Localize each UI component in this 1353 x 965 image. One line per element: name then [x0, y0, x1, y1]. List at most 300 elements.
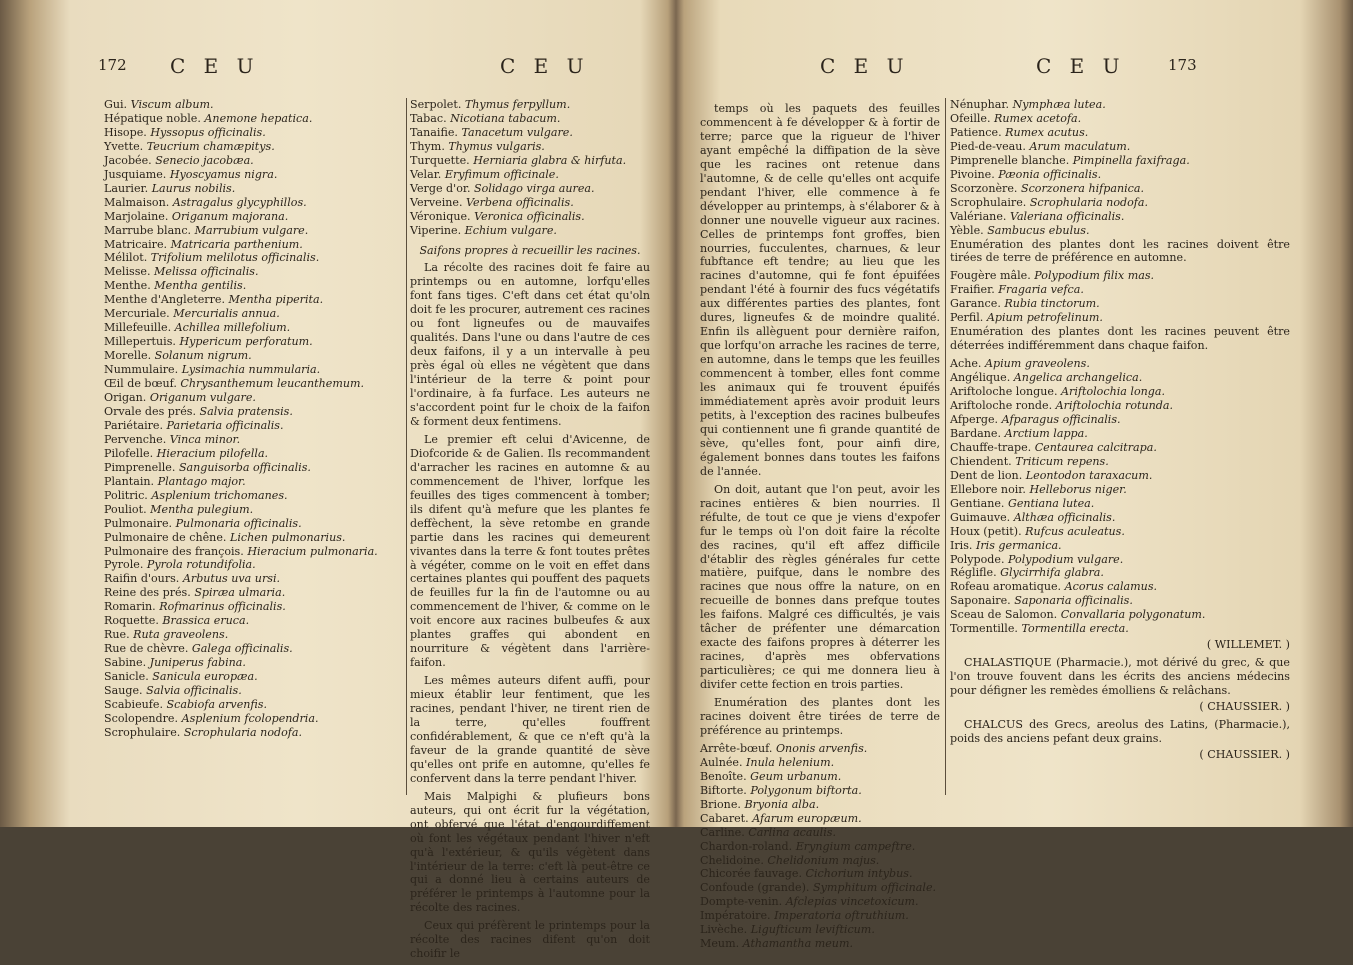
plant-french-name: Matricaire. [104, 237, 168, 251]
right-col2-heading-b: Enumération des plantes dont les racines doivent être tirées de terre de préférence en automne. [950, 237, 1290, 265]
plant-french-name: Malmaison. [104, 195, 170, 209]
plant-french-name: Bardane. [950, 426, 1002, 440]
plant-french-name: Hépatique noble. [104, 111, 201, 125]
plant-latin-name: Asplenium trichomanes. [151, 488, 288, 502]
plant-latin-name: Glycirrhifa glabra. [1000, 566, 1104, 580]
plant-latin-name: Laurus nobilis. [151, 181, 236, 195]
plant-entry [104, 503, 404, 517]
right-col2-heading-c: Enumération des plantes dont les racines peuvent être déterrées indifféremment dans chaque faifon. [950, 325, 1290, 353]
right-running-head [700, 54, 1300, 84]
plant-french-name: Impératoire. [700, 909, 771, 923]
left-running-head [90, 54, 650, 84]
entry-chalcus: CHALCUS des Grecs, areolus des Latins, (Pharmacie.), poids des anciens pefant deux grains. [950, 717, 1290, 745]
plant-entry [104, 684, 404, 698]
plant-entry [950, 441, 1290, 455]
plant-entry [104, 126, 404, 140]
plant-french-name: Valériane. [950, 209, 1007, 223]
plant-entry [104, 405, 404, 419]
plant-latin-name: Ononis arvenfis. [775, 741, 868, 755]
plant-latin-name: Symphitum officinale. [812, 881, 937, 895]
right-col1-paragraphs [700, 102, 940, 738]
plant-french-name: Origan. [104, 391, 147, 405]
plant-french-name: Réglifle. [950, 566, 997, 580]
plant-latin-name: Senecio jacobæa. [155, 153, 254, 167]
plant-entry [700, 895, 940, 909]
plant-latin-name: Asplenium fcolopendria. [181, 711, 319, 725]
plant-french-name: Garance. [950, 297, 1001, 311]
plant-latin-name: Tormentilla erecta. [1021, 622, 1129, 636]
plant-entry [104, 196, 404, 210]
plant-french-name: Dent de lion. [950, 468, 1023, 482]
plant-latin-name: Apium graveolens. [985, 357, 1090, 371]
plant-entry [104, 335, 404, 349]
plant-entry [410, 140, 650, 154]
plant-french-name: Chicorée fauvage. [700, 867, 802, 881]
plant-latin-name: Galega officinalis. [191, 642, 293, 656]
plant-french-name: Laurier. [104, 181, 149, 195]
plant-entry [104, 419, 404, 433]
plant-french-name: Iris. [950, 538, 973, 552]
plant-entry [104, 698, 404, 712]
plant-entry [104, 391, 404, 405]
plant-entry [410, 98, 650, 112]
plant-latin-name: Apium petrofelinum. [986, 311, 1103, 325]
plant-latin-name: Juniperus fabina. [149, 656, 246, 670]
plant-french-name: Chauffe-trape. [950, 440, 1032, 454]
signature-chaussier-1: ( CHAUSSIER. ) [1199, 700, 1290, 714]
plant-latin-name: Helleborus niger. [1029, 482, 1127, 496]
plant-latin-name: Arum maculatum. [1029, 139, 1131, 153]
plant-latin-name: Verbena officinalis. [466, 195, 574, 209]
plant-french-name: Fraifier. [950, 283, 995, 297]
plant-french-name: Pulmonaire de chêne. [104, 530, 227, 544]
plant-entry [950, 283, 1290, 297]
plant-entry [104, 447, 404, 461]
plant-latin-name: Cichorium intybus. [805, 867, 913, 881]
plant-entry [410, 224, 650, 238]
plant-latin-name: Chelidonium majus. [767, 853, 880, 867]
plant-entry [410, 126, 650, 140]
plant-latin-name: Plantago major. [157, 474, 246, 488]
plant-french-name: Raifin d'ours. [104, 572, 180, 586]
plant-entry [104, 112, 404, 126]
plant-entry [950, 126, 1290, 140]
plant-entry [104, 251, 404, 265]
plant-french-name: Menthe. [104, 279, 151, 293]
plant-entry [104, 712, 404, 726]
plant-entry [700, 867, 940, 881]
plant-french-name: Jacobée. [104, 153, 152, 167]
plant-entry [700, 909, 940, 923]
plant-entry [104, 628, 404, 642]
plant-entry [410, 154, 650, 168]
plant-entry [104, 558, 404, 572]
plant-latin-name: Scorzonera hifpanica. [1020, 181, 1145, 195]
plant-entry [104, 293, 404, 307]
plant-french-name: Œil de bœuf. [104, 377, 177, 391]
plant-latin-name: Inula helenium. [746, 755, 835, 769]
plant-latin-name: Achillea millefolium. [174, 321, 291, 335]
plant-latin-name: Afparagus officinalis. [1001, 412, 1121, 426]
plant-entry [104, 98, 404, 112]
plant-entry [700, 756, 940, 770]
entry-chalastique: CHALASTIQUE (Pharmacie.), mot dérivé du grec, & que l'on trouve fouvent dans les écrits des anciens médecins pour défigner les remèdes émolliens & relâchans. [950, 656, 1290, 698]
plant-latin-name: Mentha pulegium. [150, 502, 254, 516]
plant-entry [410, 112, 650, 126]
plant-entry [950, 357, 1290, 371]
plant-entry [104, 656, 404, 670]
plant-french-name: Benoîte. [700, 769, 747, 783]
plant-french-name: Rofeau aromatique. [950, 580, 1062, 594]
plant-latin-name: Angelica archangelica. [1013, 371, 1143, 385]
plant-entry [104, 475, 404, 489]
plant-latin-name: Arctium lappa. [1004, 426, 1088, 440]
plant-latin-name: Ligufticum levifticum. [750, 923, 875, 937]
plant-latin-name: Leontodon taraxacum. [1025, 468, 1153, 482]
plant-french-name: Gui. [104, 98, 128, 111]
plant-french-name: Menthe d'Angleterre. [104, 293, 226, 307]
plant-french-name: Plantain. [104, 474, 155, 488]
paragraph: Mais Malpighi & plufieurs bons auteurs, qui ont écrit fur la végétation, ont obfervé que l'état d'engourdiffement où font les végétaux pendant l'hiver n'eft qu'à l'extérieur, & qu'ils végètent dans l'intérieur de la terre: c'eft là peut-être ce qui a donné lieu à certains auteurs de préférer le printemps à l'automne pour la récolte des racines. [410, 789, 650, 915]
plant-french-name: Pulmonaire des françois. [104, 544, 244, 558]
plant-latin-name: Triticum repens. [1015, 454, 1109, 468]
plant-latin-name: Geum urbanum. [750, 769, 842, 783]
plant-entry [700, 937, 940, 951]
plant-french-name: Pilofelle. [104, 446, 154, 460]
plant-french-name: Cabaret. [700, 811, 749, 825]
plant-latin-name: Sanicula europæa. [152, 670, 258, 684]
plant-entry [950, 594, 1290, 608]
plant-latin-name: Herniaria glabra & hirfuta. [473, 153, 627, 167]
plant-entry [950, 413, 1290, 427]
plant-latin-name: Salvia pratensis. [199, 404, 293, 418]
plant-french-name: Orvale des prés. [104, 404, 196, 418]
left-head-word-1: C E U [170, 54, 260, 78]
plant-entry [104, 238, 404, 252]
plant-french-name: Yvette. [104, 139, 144, 153]
plant-entry [950, 140, 1290, 154]
plant-french-name: Marjolaine. [104, 209, 169, 223]
left-col2-paragraphs [410, 261, 650, 961]
plant-entry [950, 98, 1290, 112]
plant-french-name: Pervenche. [104, 432, 167, 446]
plant-french-name: Pyrole. [104, 558, 144, 572]
plant-entry [104, 279, 404, 293]
plant-latin-name: Astragalus glycyphillos. [172, 195, 307, 209]
plant-latin-name: Bryonia alba. [744, 797, 820, 811]
plant-latin-name: Valeriana officinalis. [1009, 209, 1125, 223]
plant-latin-name: Thymus ferpyllum. [464, 98, 571, 111]
plant-latin-name: Melissa officinalis. [154, 265, 259, 279]
plant-french-name: Thym. [410, 139, 445, 153]
paragraph: La récolte des racines doit fe faire au printemps ou en automne, lorfqu'elles font fans tiges. C'eft dans cet état qu'oln doit fe les procurer, autrement ces racines ou font ligneufes ou de mauvaifes qualités. Dans l'une ou dans l'autre de ces deux faifons, il y a un intervalle à peu près égal où elles ne végètent que dans l'intérieur de la terre & point pour l'ordinaire, à fa furface. Les auteurs ne s'accordent point fur le choix de la faifon & forment deux fentimens. [410, 261, 650, 428]
plant-french-name: Morelle. [104, 349, 152, 363]
plant-latin-name: Afclepias vincetoxicum. [785, 895, 919, 909]
plant-latin-name: Saponaria officinalis. [1014, 594, 1133, 608]
plant-entry [104, 307, 404, 321]
plant-entry [950, 224, 1290, 238]
plant-french-name: Serpolet. [410, 98, 462, 111]
plant-entry [104, 545, 404, 559]
plant-latin-name: Imperatoria oftruthium. [774, 909, 909, 923]
plant-entry [700, 854, 940, 868]
plant-latin-name: Sambucus ebulus. [987, 223, 1090, 237]
plant-french-name: Marrube blanc. [104, 223, 192, 237]
plant-french-name: Millepertuis. [104, 335, 176, 349]
plant-latin-name: Rubia tinctorum. [1004, 297, 1100, 311]
plant-latin-name: Hyssopus officinalis. [150, 125, 266, 139]
plant-french-name: Reine des prés. [104, 586, 191, 600]
plant-entry [950, 566, 1290, 580]
paragraph: Les mêmes auteurs difent auffi, pour mieux établir leur fentiment, que les racines, pendant l'hiver, ne tirent rien de la terre, qu'elles fouffrent confidérablement, & que ce n'eft qu'à la faveur de la grande quantité de sève qu'elles ont prife en automne, qu'elles fe confervent dans la terre pendant l'hiver. [410, 674, 650, 785]
plant-french-name: Sceau de Salomon. [950, 608, 1058, 622]
plant-french-name: Millefeuille. [104, 321, 172, 335]
plant-latin-name: Althæa officinalis. [1013, 510, 1116, 524]
plant-french-name: Sanicle. [104, 670, 149, 684]
plant-french-name: Patience. [950, 125, 1002, 139]
plant-latin-name: Solanum nigrum. [154, 349, 252, 363]
plant-french-name: Dompte-venin. [700, 895, 783, 909]
plant-latin-name: Hypericum perforatum. [179, 335, 313, 349]
plant-french-name: Scolopendre. [104, 711, 179, 725]
plant-latin-name: Acorus calamus. [1064, 580, 1158, 594]
plant-french-name: Polypode. [950, 552, 1005, 566]
right-col1-list [700, 742, 940, 951]
plant-french-name: Fougère mâle. [950, 269, 1031, 283]
right-column-1 [700, 98, 940, 951]
plant-latin-name: Spiræa ulmaria. [194, 586, 286, 600]
plant-latin-name: Afarum europæum. [752, 811, 862, 825]
plant-entry [104, 670, 404, 684]
plant-french-name: Pimprenelle. [104, 460, 176, 474]
plant-french-name: Scrophulaire. [950, 195, 1027, 209]
plant-entry [950, 608, 1290, 622]
right-col2-list-b [950, 269, 1290, 325]
plant-latin-name: Echium vulgare. [464, 223, 557, 237]
plant-latin-name: Polypodium vulgare. [1008, 552, 1124, 566]
plant-french-name: Livèche. [700, 923, 748, 937]
plant-french-name: Meum. [700, 937, 740, 951]
plant-french-name: Rue de chèvre. [104, 642, 189, 656]
plant-latin-name: Tanacetum vulgare. [461, 125, 573, 139]
plant-entry [950, 580, 1290, 594]
left-page [90, 40, 650, 961]
plant-latin-name: Rufcus aculeatus. [1025, 524, 1125, 538]
plant-latin-name: Nicotiana tabacum. [450, 111, 561, 125]
plant-entry [700, 923, 940, 937]
plant-latin-name: Pyrola rotundifolia. [146, 558, 256, 572]
plant-french-name: Scorzonère. [950, 181, 1018, 195]
plant-french-name: Carline. [700, 825, 745, 839]
plant-latin-name: Rofmarinus officinalis. [159, 600, 286, 614]
right-col2-list-c [950, 357, 1290, 636]
plant-french-name: Viperine. [410, 223, 462, 237]
plant-entry [950, 210, 1290, 224]
plant-entry [950, 168, 1290, 182]
plant-entry [104, 433, 404, 447]
plant-entry [950, 399, 1290, 413]
plant-french-name: Nénuphar. [950, 98, 1010, 111]
plant-entry [104, 600, 404, 614]
plant-entry [410, 168, 650, 182]
plant-latin-name: Mentha piperita. [228, 293, 324, 307]
plant-latin-name: Ariftolochia longa. [1061, 385, 1166, 399]
plant-french-name: Hisope. [104, 125, 147, 139]
plant-entry [950, 182, 1290, 196]
plant-latin-name: Pæonia officinalis. [998, 167, 1102, 181]
plant-latin-name: Solidago virga aurea. [474, 181, 595, 195]
plant-latin-name: Eryfimum officinale. [444, 167, 559, 181]
plant-latin-name: Veronica officinalis. [474, 209, 585, 223]
plant-entry [410, 182, 650, 196]
plant-french-name: Ache. [950, 357, 982, 371]
plant-entry [104, 531, 404, 545]
plant-latin-name: Teucrium chamæpitys. [146, 139, 275, 153]
plant-latin-name: Nymphæa lutea. [1012, 98, 1106, 111]
plant-french-name: Pariétaire. [104, 418, 164, 432]
plant-french-name: Velar. [410, 167, 442, 181]
plant-latin-name: Fragaria vefca. [998, 283, 1084, 297]
plant-latin-name: Brassica eruca. [162, 614, 250, 628]
plant-latin-name: Athamantha meum. [742, 937, 853, 951]
plant-french-name: Turquette. [410, 153, 470, 167]
plant-entry [104, 377, 404, 391]
plant-french-name: Ellebore noir. [950, 482, 1026, 496]
plant-latin-name: Mercurialis annua. [173, 307, 280, 321]
plant-entry [950, 297, 1290, 311]
plant-latin-name: Trifolium melilotus officinalis. [150, 251, 320, 265]
plant-french-name: Brione. [700, 797, 741, 811]
plant-latin-name: Anemone hepatica. [204, 111, 313, 125]
plant-french-name: Pied-de-veau. [950, 139, 1026, 153]
left-column-2 [410, 98, 650, 965]
right-head-word-2: C E U [1036, 54, 1126, 78]
plant-latin-name: Scabiofa arvenfis. [166, 697, 268, 711]
plant-entry [950, 525, 1290, 539]
plant-latin-name: Pimpinella faxifraga. [1072, 153, 1190, 167]
plant-latin-name: Eryngium campeftre. [795, 839, 916, 853]
plant-entry [950, 385, 1290, 399]
plant-latin-name: Convallaria polygonatum. [1060, 608, 1206, 622]
plant-entry [950, 269, 1290, 283]
plant-latin-name: Thymus vulgaris. [448, 139, 545, 153]
plant-latin-name: Chrysanthemum leucanthemum. [180, 377, 365, 391]
signature-chaussier-2: ( CHAUSSIER. ) [1199, 747, 1290, 761]
right-column-rule [945, 98, 946, 795]
paragraph: temps où les paquets des feuilles commencent à fe développer & à fortir de terre; parce que la rigueur de l'hiver ayant empêché la diffipation de la sève que les racines ont retenue dans l'automne, & de celle qu'elles ont acquife pendant l'hiver, elle commence à fe développer au printemps, à s'élaborer & à donner une nouvelle vigueur aux racines. Celles de printemps font groffes, bien nourries, fucculentes, charnues, & leur fubftance eft tendre; au lieu que les racines d'automne, qui fe font épuifées pendant l'été à fournir des fucs végétatifs aux différentes parties des plantes, font dures, ligneufes & de moindre qualité. Enfin ils allèguent pour dernière raifon, que lorfqu'on arrache les racines de terre, en automne, dans le temps que les feuilles commencent à tomber, elles font comme les animaux qui fe trouvent épuifés immédiatement après avoir produit leurs petits, à l'exception des racines bulbeufes qui contiennent une fi grande quantité de sève, qu'elles font, pour ainfi dire, également bonnes dans toutes les faifons de l'année. [700, 102, 940, 478]
right-page [700, 40, 1300, 951]
plant-french-name: Scrophulaire. [104, 725, 181, 739]
plant-latin-name: Hieracium pilofella. [156, 446, 269, 460]
plant-french-name: Mélilot. [104, 251, 148, 265]
plant-entry [104, 182, 404, 196]
paragraph: Enumération des plantes dont les racines doivent être tirées de terre de préférence au printemps. [700, 696, 940, 737]
plant-french-name: Confoude (grande). [700, 881, 810, 895]
plant-entry [950, 154, 1290, 168]
plant-entry [104, 321, 404, 335]
plant-entry [104, 726, 404, 740]
plant-latin-name: Hieracium pulmonaria. [247, 544, 378, 558]
plant-entry [104, 363, 404, 377]
plant-latin-name: Salvia officinalis. [146, 684, 242, 698]
plant-latin-name: Polygonum biftorta. [750, 783, 862, 797]
plant-latin-name: Parietaria officinalis. [166, 418, 284, 432]
left-col2-list [410, 98, 650, 238]
plant-entry [700, 840, 940, 854]
plant-entry [700, 812, 940, 826]
plant-french-name: Chardon-roland. [700, 839, 793, 853]
plant-french-name: Angélique. [950, 371, 1011, 385]
plant-entry [950, 371, 1290, 385]
left-col2-subheading: Saifons propres à recueillir les racines. [419, 243, 641, 257]
plant-entry [104, 642, 404, 656]
plant-entry [104, 489, 404, 503]
left-page-number: 172 [98, 56, 127, 74]
plant-entry [410, 196, 650, 210]
plant-entry [104, 349, 404, 363]
plant-entry [950, 483, 1290, 497]
plant-latin-name: Mentha gentilis. [154, 279, 247, 293]
plant-latin-name: Vinca minor. [169, 432, 241, 446]
plant-french-name: Jusquiame. [104, 167, 167, 181]
plant-french-name: Pulmonaire. [104, 516, 173, 530]
right-col2-list-a [950, 98, 1290, 238]
plant-entry [950, 427, 1290, 441]
plant-entry [700, 881, 940, 895]
plant-french-name: Afperge. [950, 412, 999, 426]
plant-french-name: Melisse. [104, 265, 151, 279]
plant-latin-name: Hyoscyamus nigra. [169, 167, 278, 181]
plant-entry [104, 517, 404, 531]
plant-entry [700, 742, 940, 756]
plant-latin-name: Iris germanica. [975, 538, 1062, 552]
plant-entry [950, 455, 1290, 469]
plant-french-name: Chelidoine. [700, 853, 764, 867]
plant-latin-name: Carlina acaulis. [748, 825, 836, 839]
plant-latin-name: Polypodium filix mas. [1034, 269, 1155, 283]
plant-latin-name: Pulmonaria officinalis. [175, 516, 302, 530]
plant-latin-name: Scrophularia nodofa. [1029, 195, 1149, 209]
plant-french-name: Roquette. [104, 614, 159, 628]
plant-latin-name: Gentiana lutea. [1007, 496, 1095, 510]
plant-french-name: Pivoine. [950, 167, 995, 181]
plant-latin-name: Origanum vulgare. [149, 391, 256, 405]
plant-french-name: Scabieufe. [104, 697, 163, 711]
plant-entry [104, 224, 404, 238]
plant-entry [950, 539, 1290, 553]
plant-entry [950, 622, 1290, 636]
plant-entry [104, 586, 404, 600]
plant-entry [700, 784, 940, 798]
plant-french-name: Ariftoloche longue. [950, 385, 1058, 399]
plant-french-name: Sabine. [104, 656, 147, 670]
plant-french-name: Tanaifie. [410, 125, 458, 139]
plant-french-name: Tabac. [410, 111, 447, 125]
plant-french-name: Romarin. [104, 600, 156, 614]
plant-latin-name: Viscum album. [130, 98, 214, 111]
plant-entry [950, 511, 1290, 525]
left-head-word-2: C E U [500, 54, 590, 78]
plant-entry [700, 770, 940, 784]
plant-french-name: Ariftoloche ronde. [950, 399, 1053, 413]
plant-latin-name: Origanum majorana. [171, 209, 289, 223]
plant-french-name: Verveine. [410, 195, 463, 209]
plant-french-name: Gentiane. [950, 496, 1005, 510]
plant-french-name: Perfil. [950, 311, 984, 325]
left-column-rule [406, 98, 407, 795]
plant-entry [104, 154, 404, 168]
plant-french-name: Nummulaire. [104, 363, 179, 377]
